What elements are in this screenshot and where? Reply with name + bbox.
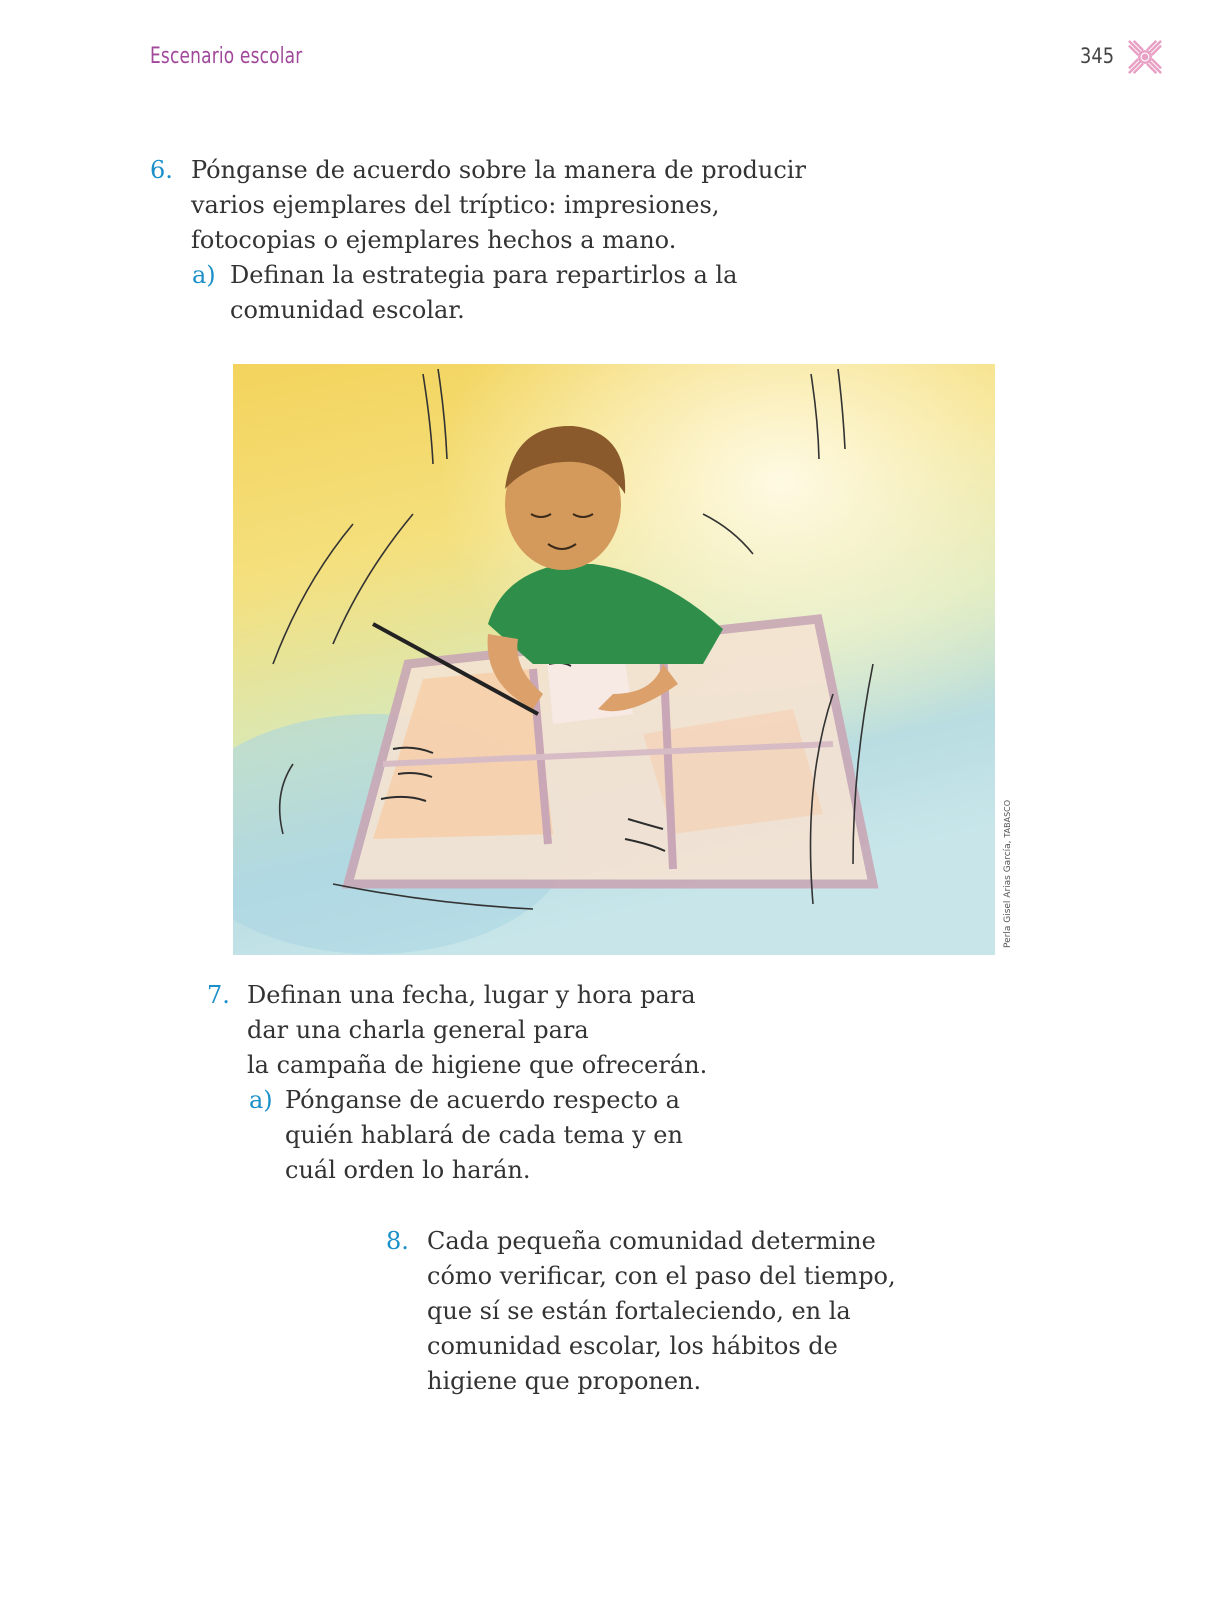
instruction-item-8 bbox=[386, 1224, 986, 1399]
sub-item-a bbox=[192, 258, 870, 328]
sub-item-a bbox=[249, 1083, 827, 1188]
instruction-item-6 bbox=[150, 153, 870, 328]
credit-state: TABASCO bbox=[1003, 799, 1012, 838]
sub-item-text: Pónganse de acuerdo respecto a quién hablará de cada tema y en cuál orden lo harán. bbox=[285, 1086, 683, 1184]
page-number: 345 bbox=[1080, 44, 1115, 68]
item-number: 8. bbox=[386, 1227, 409, 1255]
item-number: 7. bbox=[207, 981, 230, 1009]
credit-name: Perla Gisel Arias García, bbox=[1003, 837, 1013, 948]
child-writing-illustration bbox=[233, 364, 995, 955]
item-text: Definan una fecha, lugar y hora para dar una charla general para la campaña de higiene que ofrecerán. bbox=[247, 981, 708, 1079]
section-title: Escenario escolar bbox=[150, 44, 303, 69]
woven-star-icon bbox=[1126, 38, 1164, 76]
instruction-item-7 bbox=[207, 978, 827, 1188]
item-text: Cada pequeña comunidad determine cómo verificar, con el paso del tiempo, que sí se están fortaleciendo, en la comunidad escolar, los hábitos de higiene que proponen. bbox=[427, 1227, 896, 1395]
illustration-credit bbox=[1003, 800, 1013, 948]
item-number: 6. bbox=[150, 156, 173, 184]
sub-item-letter: a) bbox=[192, 261, 216, 289]
sub-item-text: Definan la estrategia para repartirlos a la comunidad escolar. bbox=[230, 261, 738, 324]
sub-item-letter: a) bbox=[249, 1086, 273, 1114]
item-text: Pónganse de acuerdo sobre la manera de producir varios ejemplares del tríptico: impresiones, fotocopias o ejemplares hechos a mano. bbox=[191, 156, 806, 254]
